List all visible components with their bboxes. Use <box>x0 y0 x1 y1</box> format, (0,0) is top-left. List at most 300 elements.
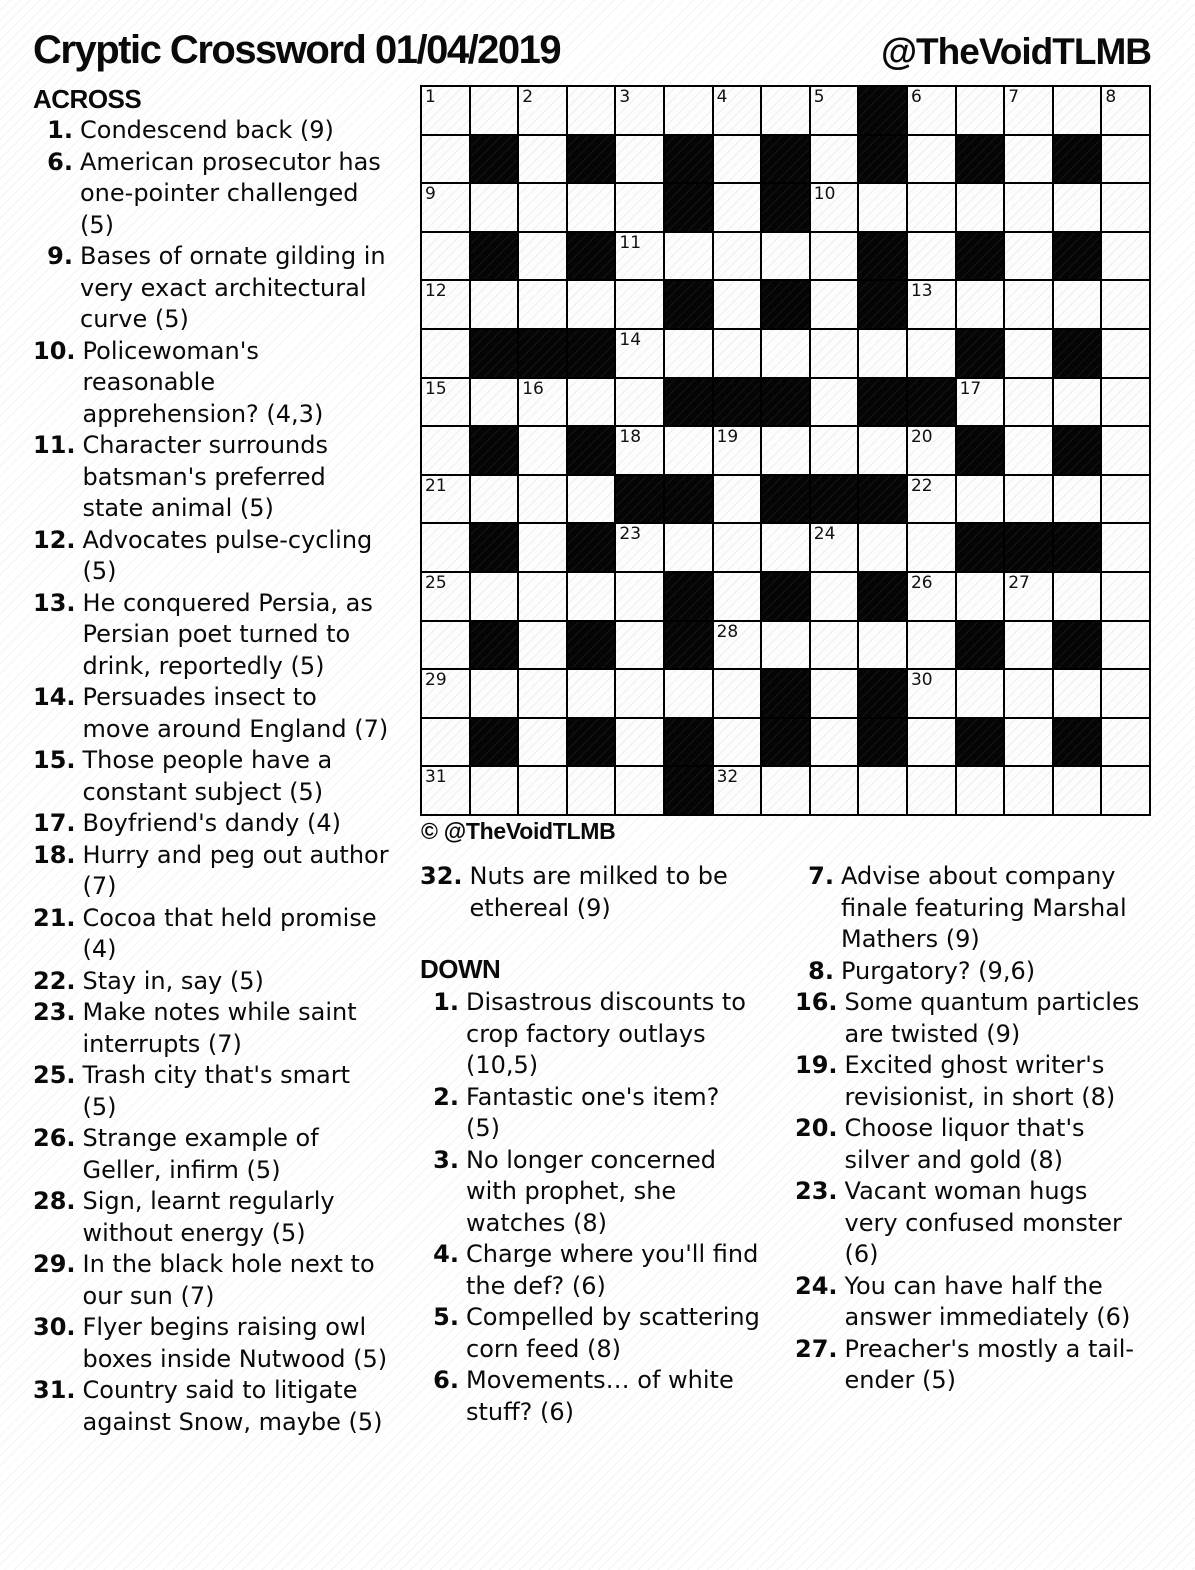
grid-cell[interactable] <box>1102 427 1149 474</box>
grid-cell[interactable] <box>714 767 761 814</box>
clue-text: Some quantum particles are twisted (9) <box>844 988 1140 1048</box>
grid-cell[interactable] <box>519 767 566 814</box>
grid-cell[interactable] <box>519 281 566 328</box>
grid-cell[interactable] <box>471 87 518 134</box>
grid-cell[interactable] <box>665 233 712 280</box>
grid-cell-black <box>762 573 809 620</box>
grid-cell[interactable] <box>519 87 566 134</box>
grid-cell[interactable] <box>1102 476 1149 523</box>
grid-cell[interactable] <box>665 87 712 134</box>
grid-cell-black <box>616 476 663 523</box>
grid-cell-black <box>1054 622 1101 669</box>
grid-cell[interactable] <box>811 136 858 183</box>
clue-item <box>795 1050 1140 1113</box>
across-column <box>33 84 391 1438</box>
grid-cell[interactable] <box>1102 136 1149 183</box>
grid-cell[interactable] <box>616 573 663 620</box>
grid-cell[interactable] <box>714 476 761 523</box>
grid-cell[interactable] <box>762 330 809 377</box>
grid-cell[interactable] <box>568 281 615 328</box>
grid-cell[interactable] <box>714 670 761 717</box>
grid-cell[interactable] <box>616 233 663 280</box>
grid-cell[interactable] <box>1102 719 1149 766</box>
clue-item <box>795 1113 1140 1176</box>
grid-cell[interactable] <box>957 573 1004 620</box>
down-clue-list-second <box>795 861 1140 1397</box>
grid-cell[interactable] <box>811 670 858 717</box>
clue-item <box>795 1176 1140 1271</box>
grid-cell[interactable] <box>811 427 858 474</box>
clue-text: Policewoman's reasonable apprehension? (4,3) <box>82 336 324 428</box>
grid-cell[interactable] <box>1005 427 1052 474</box>
grid-cell[interactable] <box>1005 281 1052 328</box>
grid-cell[interactable] <box>1005 767 1052 814</box>
grid-cell[interactable] <box>616 427 663 474</box>
grid-cell[interactable] <box>422 281 469 328</box>
clue-number: 27. <box>795 1334 838 1363</box>
clue-number: 24. <box>795 1271 838 1300</box>
grid-cell[interactable] <box>811 330 858 377</box>
clue-text: Cocoa that held promise (4) <box>82 903 377 963</box>
grid-cell[interactable] <box>519 379 566 426</box>
grid-cell[interactable] <box>1054 670 1101 717</box>
clue-number: 22. <box>33 966 76 995</box>
grid-cell-black <box>665 281 712 328</box>
cell-number: 26 <box>910 572 933 593</box>
right-column <box>795 861 1140 1397</box>
middle-column <box>420 861 760 1428</box>
grid-cell-black <box>762 136 809 183</box>
down-clue-list-first <box>420 987 760 1428</box>
grid-cell[interactable] <box>519 670 566 717</box>
clue-text: Country said to litigate against Snow, maybe (5) <box>82 1376 383 1436</box>
clue-text: Boyfriend's dandy (4) <box>82 809 342 837</box>
grid-cell-black <box>568 719 615 766</box>
grid-cell[interactable] <box>616 670 663 717</box>
grid-cell-black <box>665 767 712 814</box>
clue-text: Bases of ornate gilding in very exact architectural curve (5) <box>80 242 386 333</box>
grid-cell[interactable] <box>908 622 955 669</box>
grid-cell[interactable] <box>908 281 955 328</box>
grid-cell[interactable] <box>568 573 615 620</box>
grid-cell[interactable] <box>519 233 566 280</box>
grid-cell[interactable] <box>1005 184 1052 231</box>
grid-cell[interactable] <box>422 379 469 426</box>
page-title: Cryptic Crossword 01/04/2019 <box>33 28 561 72</box>
grid-cell[interactable] <box>616 136 663 183</box>
grid-cell[interactable] <box>762 524 809 571</box>
grid-cell[interactable] <box>616 622 663 669</box>
clue-text: Fantastic one's item? (5) <box>466 1082 720 1142</box>
clue-number: 25. <box>33 1061 76 1089</box>
grid-cell[interactable] <box>714 184 761 231</box>
grid-cell[interactable] <box>714 87 761 134</box>
clue-number: 28. <box>33 1187 76 1215</box>
grid-cell[interactable] <box>471 767 518 814</box>
grid-cell[interactable] <box>422 719 469 766</box>
grid-cell-black <box>957 330 1004 377</box>
grid-cell[interactable] <box>471 476 518 523</box>
grid-cell-black <box>1054 719 1101 766</box>
grid-cell-black <box>859 573 906 620</box>
grid-cell[interactable] <box>422 330 469 377</box>
grid-cell[interactable] <box>1102 573 1149 620</box>
clue-text: Hurry and peg out author (7) <box>82 840 389 900</box>
grid-cell[interactable] <box>908 524 955 571</box>
clue-item <box>33 588 391 683</box>
author-handle: @TheVoidTLMB <box>880 31 1151 72</box>
grid-cell[interactable] <box>422 573 469 620</box>
clue-number: 23. <box>795 1177 838 1205</box>
grid-cell[interactable] <box>1005 622 1052 669</box>
clue-item <box>33 745 391 808</box>
clue-text: Those people have a constant subject (5) <box>82 746 333 806</box>
clue-item <box>33 840 391 903</box>
cell-number: 2 <box>522 87 534 107</box>
grid-cell[interactable] <box>471 379 518 426</box>
grid-cell[interactable] <box>1005 330 1052 377</box>
clue-number: 16. <box>795 988 838 1016</box>
clue-text: Nuts are milked to be ethereal (9) <box>469 862 728 922</box>
cell-number: 12 <box>425 281 447 302</box>
grid-cell-black <box>1054 427 1101 474</box>
clue-number: 7. <box>808 862 834 890</box>
clue-number: 3. <box>433 1145 459 1174</box>
grid-cell[interactable] <box>762 622 809 669</box>
grid-cell[interactable] <box>1102 622 1149 669</box>
grid-cell[interactable] <box>908 719 955 766</box>
grid-cell[interactable] <box>422 136 469 183</box>
grid-cell[interactable] <box>422 524 469 571</box>
grid-cell-black <box>762 670 809 717</box>
grid-cell[interactable] <box>1005 670 1052 717</box>
clue-item <box>420 987 760 1082</box>
grid-cell[interactable] <box>762 233 809 280</box>
grid-cell[interactable] <box>422 622 469 669</box>
grid-cell[interactable] <box>616 87 663 134</box>
grid-cell[interactable] <box>616 184 663 231</box>
clue-number: 1. <box>47 116 73 144</box>
grid-cell-black <box>1005 524 1052 571</box>
grid-cell-black <box>471 427 518 474</box>
clue-item <box>33 903 391 966</box>
clue-item <box>795 1271 1140 1334</box>
grid-cell[interactable] <box>908 476 955 523</box>
grid-cell-black <box>568 524 615 571</box>
clue-item <box>33 997 391 1060</box>
cell-number: 1 <box>425 87 436 107</box>
grid-cell[interactable] <box>665 524 712 571</box>
clue-item <box>33 1060 391 1123</box>
grid-cell-black <box>762 476 809 523</box>
grid-cell[interactable] <box>1054 476 1101 523</box>
grid-cell[interactable] <box>1054 281 1101 328</box>
grid-cell[interactable] <box>568 670 615 717</box>
grid-cell[interactable] <box>1102 87 1149 134</box>
cell-number: 15 <box>425 378 447 399</box>
grid-cell-black <box>665 136 712 183</box>
grid-cell[interactable] <box>471 670 518 717</box>
grid-cell[interactable] <box>1054 184 1101 231</box>
grid-cell-black <box>568 233 615 280</box>
clue-number: 26. <box>33 1124 76 1152</box>
grid-cell[interactable] <box>957 767 1004 814</box>
grid-cell[interactable] <box>859 524 906 571</box>
grid-cell[interactable] <box>811 87 858 134</box>
clue-number: 15. <box>33 746 76 774</box>
grid-cell-black <box>568 622 615 669</box>
cell-number: 4 <box>716 87 728 107</box>
grid-cell[interactable] <box>1005 136 1052 183</box>
clue-item <box>33 147 391 242</box>
clue-item <box>795 956 1140 988</box>
clue-text: Trash city that's smart (5) <box>82 1061 351 1121</box>
grid-cell[interactable] <box>859 330 906 377</box>
grid-cell-black <box>762 281 809 328</box>
grid-cell[interactable] <box>1005 476 1052 523</box>
clue-item <box>33 241 391 336</box>
clue-text: Vacant woman hugs very confused monster (6) <box>844 1177 1122 1268</box>
grid-cell-black <box>568 330 615 377</box>
grid-cell[interactable] <box>714 427 761 474</box>
grid-cell[interactable] <box>616 524 663 571</box>
grid-cell[interactable] <box>1102 233 1149 280</box>
grid-cell[interactable] <box>811 379 858 426</box>
grid-cell[interactable] <box>1102 184 1149 231</box>
grid-cell[interactable] <box>1005 87 1052 134</box>
grid-cell[interactable] <box>616 379 663 426</box>
clue-number: 13. <box>33 588 76 617</box>
grid-cell-black <box>471 524 518 571</box>
grid-cell[interactable] <box>519 719 566 766</box>
clue-item <box>420 1302 760 1365</box>
grid-cell[interactable] <box>811 233 858 280</box>
clue-item <box>33 525 391 588</box>
clue-item <box>33 1186 391 1249</box>
clue-item <box>33 115 391 147</box>
grid-cell[interactable] <box>859 767 906 814</box>
grid-cell[interactable] <box>519 573 566 620</box>
grid-cell[interactable] <box>811 184 858 231</box>
grid-cell-black <box>957 136 1004 183</box>
grid-cell[interactable] <box>714 136 761 183</box>
clue-item <box>795 987 1140 1050</box>
grid-cell[interactable] <box>1054 767 1101 814</box>
clue-number: 30. <box>33 1313 76 1341</box>
grid-cell[interactable] <box>616 767 663 814</box>
cell-number: 29 <box>425 670 447 691</box>
grid-cell[interactable] <box>616 719 663 766</box>
grid-cell-black <box>957 524 1004 571</box>
grid-cell-black <box>714 379 761 426</box>
grid-cell-black <box>762 379 809 426</box>
grid-cell[interactable] <box>568 476 615 523</box>
clue-number: 31. <box>33 1376 76 1404</box>
grid-cell[interactable] <box>568 379 615 426</box>
cell-number: 23 <box>619 524 642 545</box>
clue-text: American prosecutor has one-pointer challenged (5) <box>80 147 381 239</box>
grid-cell[interactable] <box>519 184 566 231</box>
grid-cell[interactable] <box>714 622 761 669</box>
clue-number: 21. <box>33 903 76 932</box>
cell-number: 9 <box>425 184 436 205</box>
clue-item <box>795 1334 1140 1397</box>
grid-cell[interactable] <box>422 184 469 231</box>
grid-cell[interactable] <box>1005 573 1052 620</box>
grid-cell[interactable] <box>422 670 469 717</box>
cell-number: 16 <box>522 378 544 399</box>
clue-number: 12. <box>33 525 76 554</box>
grid-cell[interactable] <box>762 87 809 134</box>
grid-cell[interactable] <box>714 233 761 280</box>
grid-cell[interactable] <box>957 87 1004 134</box>
clue-text: He conquered Persia, as Persian poet turned to drink, reportedly (5) <box>82 588 373 680</box>
grid-cell[interactable] <box>762 767 809 814</box>
cell-number: 3 <box>619 87 631 107</box>
grid-cell[interactable] <box>1054 573 1101 620</box>
clue-item <box>33 336 391 431</box>
grid-cell[interactable] <box>568 184 615 231</box>
cell-number: 8 <box>1105 87 1117 107</box>
clue-number: 6. <box>47 147 73 176</box>
clue-number: 14. <box>33 683 76 711</box>
grid-cell-black <box>762 184 809 231</box>
grid-cell[interactable] <box>471 281 518 328</box>
clue-text: Advocates pulse-cycling (5) <box>82 525 373 585</box>
cell-number: 14 <box>619 329 642 350</box>
grid-cell[interactable] <box>519 427 566 474</box>
grid-cell[interactable] <box>908 670 955 717</box>
grid-cell[interactable] <box>714 330 761 377</box>
grid-cell-black <box>665 622 712 669</box>
grid-cell[interactable] <box>908 233 955 280</box>
grid-cell-black <box>568 136 615 183</box>
grid-cell[interactable] <box>616 281 663 328</box>
grid-cell-black <box>1054 330 1101 377</box>
grid-cell[interactable] <box>568 87 615 134</box>
grid-cell[interactable] <box>1102 330 1149 377</box>
clue-text: Choose liquor that's silver and gold (8) <box>844 1114 1085 1174</box>
grid-cell[interactable] <box>1102 281 1149 328</box>
grid-cell[interactable] <box>714 281 761 328</box>
grid-cell[interactable] <box>811 767 858 814</box>
grid-cell[interactable] <box>811 573 858 620</box>
grid-cell[interactable] <box>714 524 761 571</box>
grid-cell[interactable] <box>471 573 518 620</box>
grid-cell[interactable] <box>908 767 955 814</box>
grid-cell[interactable] <box>665 330 712 377</box>
grid-cell[interactable] <box>519 622 566 669</box>
grid-cell-black <box>811 476 858 523</box>
clue-text: Preacher's mostly a tail-ender (5) <box>844 1334 1135 1394</box>
clue-text: Movements… of white stuff? (6) <box>466 1366 734 1426</box>
grid-cell[interactable] <box>908 427 955 474</box>
clue-item <box>795 861 1140 956</box>
grid-cell[interactable] <box>859 622 906 669</box>
grid-cell[interactable] <box>957 476 1004 523</box>
clue-item <box>33 1312 391 1375</box>
grid-cell[interactable] <box>519 136 566 183</box>
grid-cell[interactable] <box>1005 379 1052 426</box>
grid-cell-black <box>957 427 1004 474</box>
grid-cell[interactable] <box>957 281 1004 328</box>
grid-cell[interactable] <box>957 379 1004 426</box>
grid-cell[interactable] <box>422 767 469 814</box>
grid-cell[interactable] <box>422 427 469 474</box>
grid-cell[interactable] <box>811 281 858 328</box>
crossword-grid[interactable] <box>420 85 1151 816</box>
grid-cell[interactable] <box>1005 233 1052 280</box>
grid-cell[interactable] <box>1054 379 1101 426</box>
clue-item <box>420 1145 760 1240</box>
grid-cell[interactable] <box>422 476 469 523</box>
grid-cell[interactable] <box>811 524 858 571</box>
grid-cell[interactable] <box>616 330 663 377</box>
clue-item <box>33 430 391 525</box>
grid-cell[interactable] <box>422 87 469 134</box>
clue-number: 29. <box>33 1250 76 1278</box>
grid-cell[interactable] <box>665 670 712 717</box>
grid-cell[interactable] <box>714 573 761 620</box>
grid-cell[interactable] <box>471 184 518 231</box>
grid-cell[interactable] <box>1102 767 1149 814</box>
cell-number: 28 <box>716 621 739 642</box>
cell-number: 6 <box>910 87 922 107</box>
grid-cell[interactable] <box>811 719 858 766</box>
grid-cell[interactable] <box>519 524 566 571</box>
grid-cell-black <box>471 136 518 183</box>
grid-cell[interactable] <box>908 87 955 134</box>
grid-cell-black <box>957 622 1004 669</box>
clue-text: In the black hole next to our sun (7) <box>82 1250 375 1310</box>
grid-cell-black <box>859 379 906 426</box>
grid-cell[interactable] <box>665 427 712 474</box>
grid-cell[interactable] <box>519 476 566 523</box>
grid-cell[interactable] <box>1102 524 1149 571</box>
grid-cell[interactable] <box>714 719 761 766</box>
grid-cell[interactable] <box>957 184 1004 231</box>
down-heading: DOWN <box>420 954 501 984</box>
grid-cell[interactable] <box>568 767 615 814</box>
grid-cell[interactable] <box>422 233 469 280</box>
grid-cell[interactable] <box>1005 719 1052 766</box>
clue-item <box>33 1123 391 1186</box>
grid-cell-black <box>665 573 712 620</box>
grid-cell[interactable] <box>859 184 906 231</box>
grid-cell[interactable] <box>1102 670 1149 717</box>
cell-number: 20 <box>910 427 933 448</box>
across-overflow-clue-list <box>420 861 760 924</box>
grid-cell-black <box>665 476 712 523</box>
clue-item <box>33 966 391 998</box>
grid-cell[interactable] <box>1102 379 1149 426</box>
grid-cell[interactable] <box>1054 87 1101 134</box>
cell-number: 13 <box>910 281 933 302</box>
grid-cell[interactable] <box>957 670 1004 717</box>
clue-text: Disastrous discounts to crop factory outlays (10,5) <box>466 988 746 1079</box>
grid-cell[interactable] <box>859 427 906 474</box>
grid-cell-black <box>859 136 906 183</box>
grid-cell[interactable] <box>908 330 955 377</box>
grid-cell[interactable] <box>811 622 858 669</box>
grid-cell[interactable] <box>908 184 955 231</box>
grid-cell[interactable] <box>908 136 955 183</box>
grid-cell[interactable] <box>762 427 809 474</box>
grid-cell[interactable] <box>908 573 955 620</box>
grid-cell-black <box>1054 524 1101 571</box>
clue-number: 32. <box>420 862 463 890</box>
clue-number: 6. <box>433 1366 459 1394</box>
